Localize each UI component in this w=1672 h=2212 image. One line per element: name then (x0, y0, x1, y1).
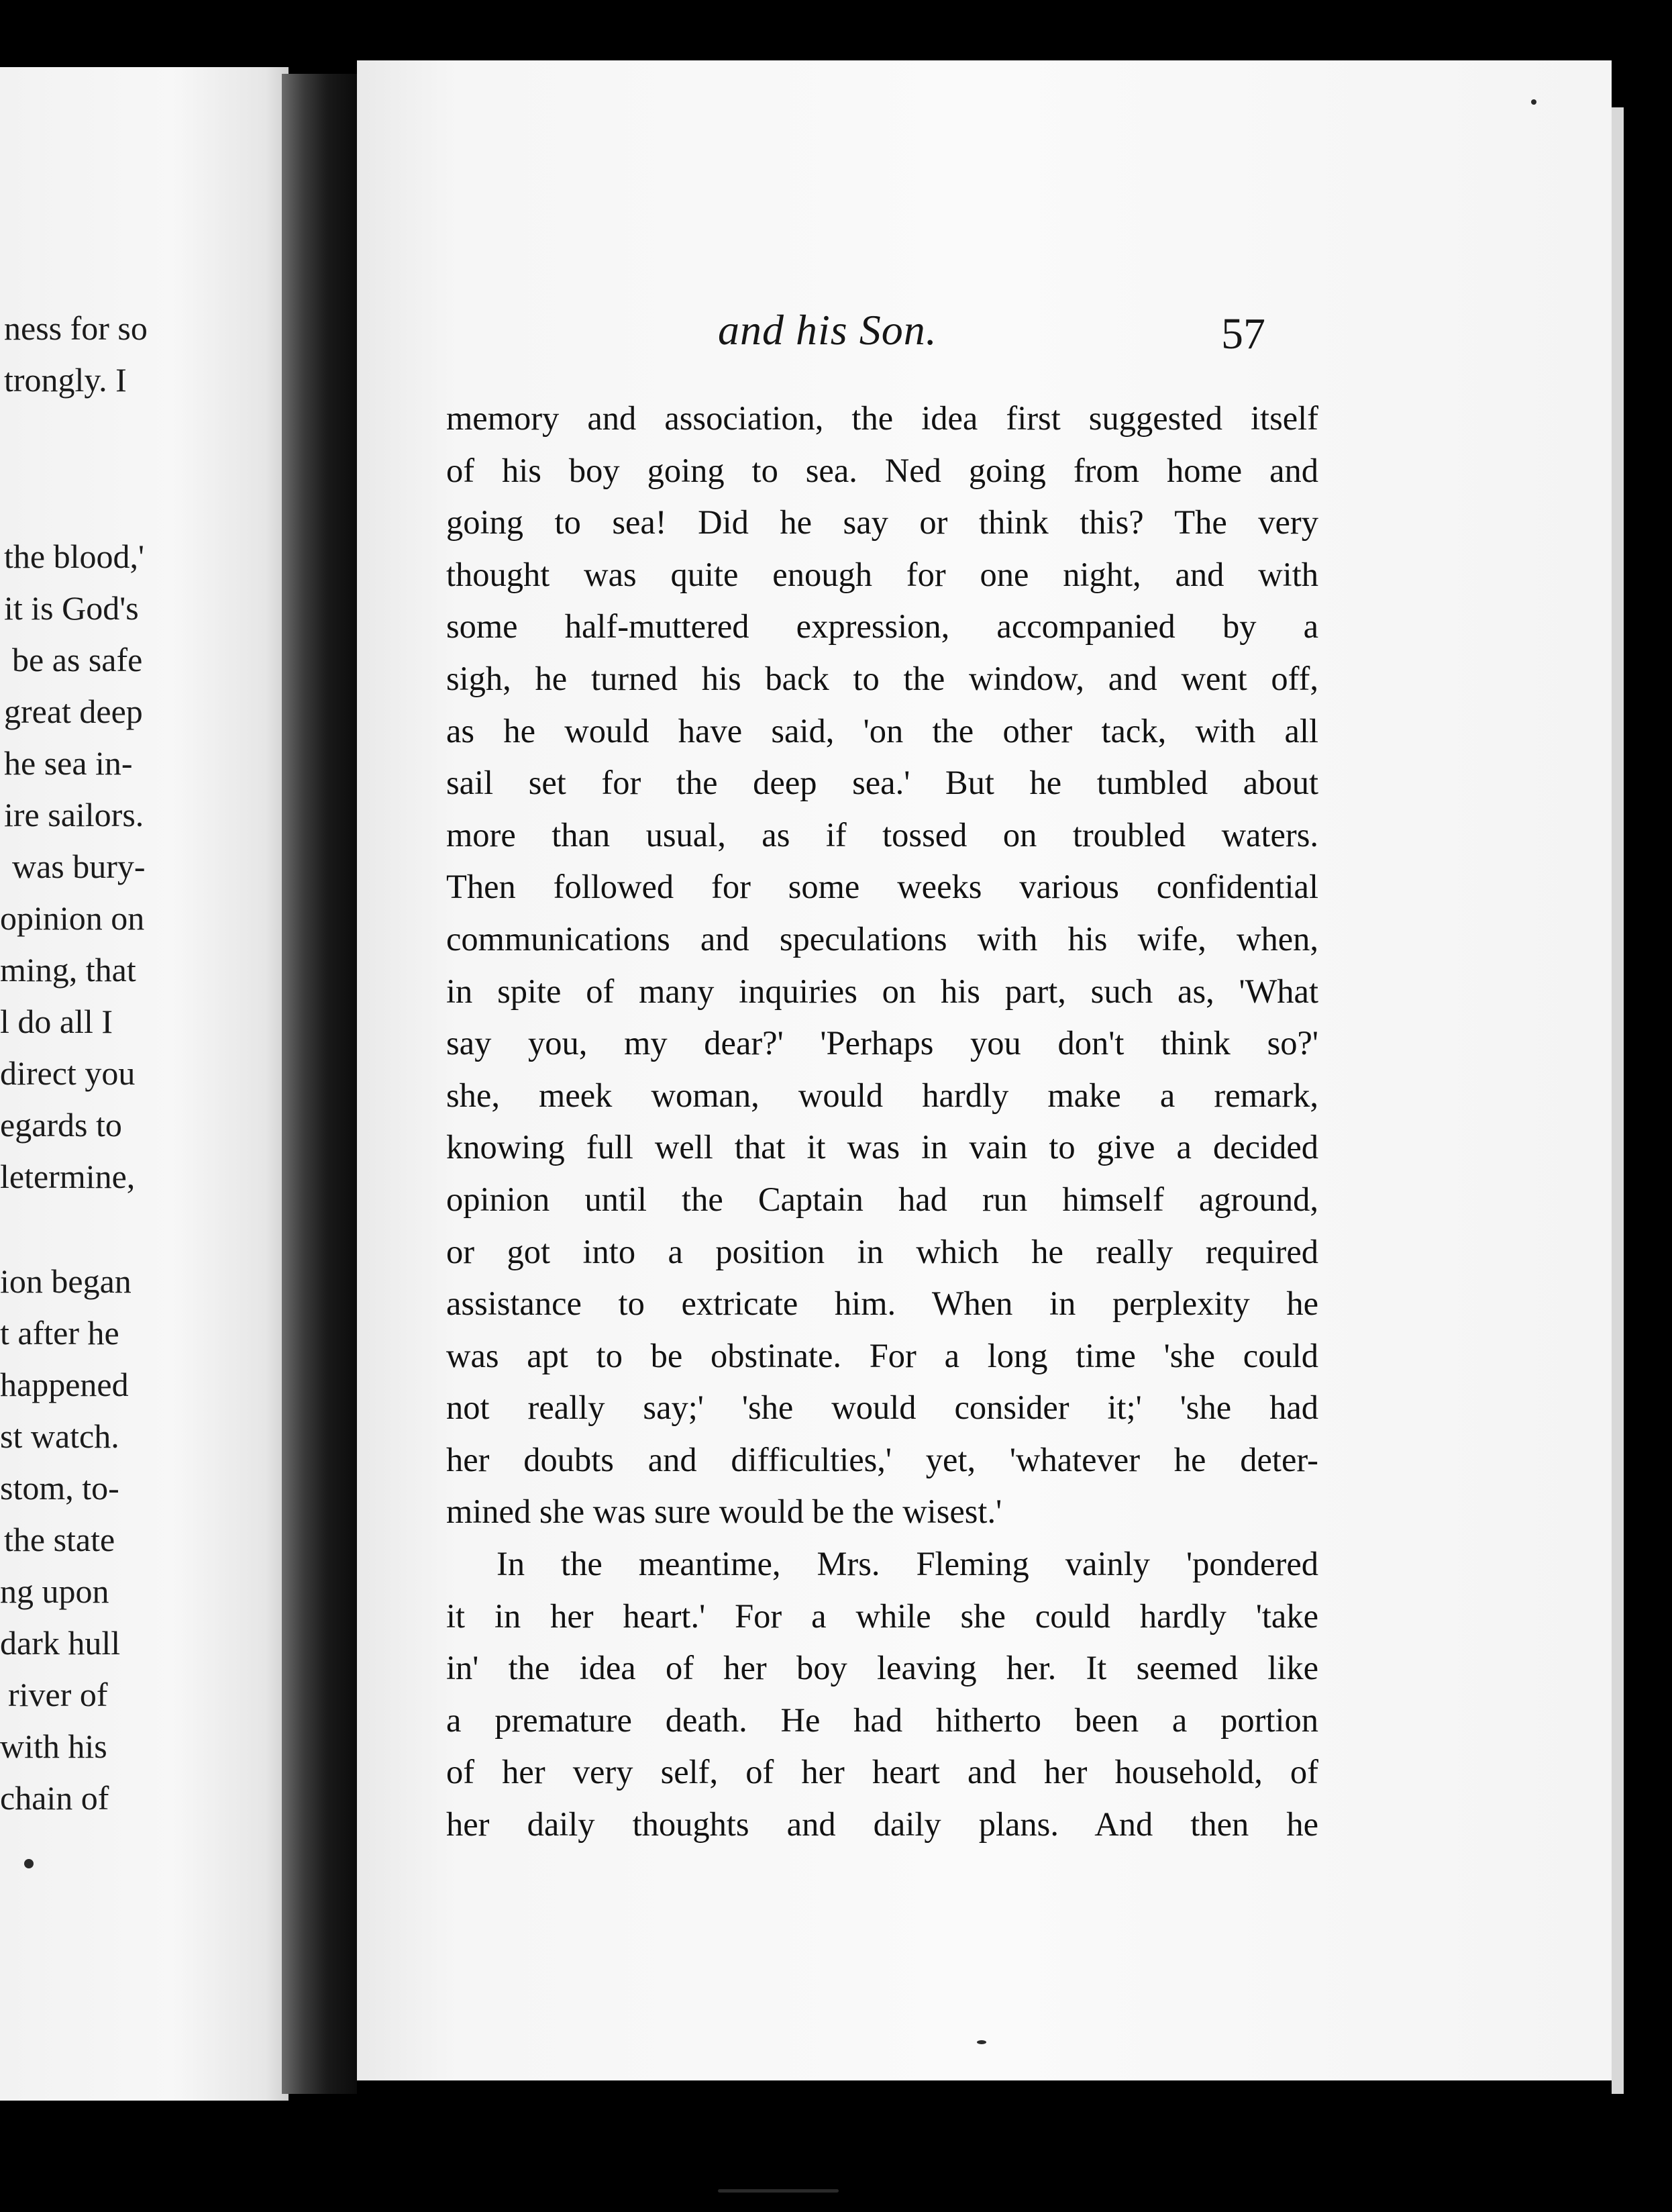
text-line: thought was quite enough for one night, and with (446, 555, 1318, 593)
page-edge-mark (718, 2189, 839, 2193)
text-line: assistance to extricate him. When in perplexity he (446, 1285, 1318, 1323)
text-line: her daily thoughts and daily plans. And then he (446, 1805, 1318, 1844)
left-fragment: direct you (0, 1054, 136, 1092)
book-gutter-shadow (282, 74, 357, 2094)
text-line: a premature death. He had hitherto been a portion (446, 1701, 1318, 1739)
text-line: or got into a position in which he really required (446, 1232, 1318, 1270)
text-line: opinion until the Captain had run himself aground, (446, 1180, 1318, 1218)
left-fragment: ming, that (0, 951, 136, 989)
paper-speck (24, 1859, 34, 1868)
text-line: sigh, he turned his back to the window, and went off, (446, 659, 1318, 697)
paragraph-start-line: In the meantime, Mrs. Fleming vainly 'pondered (497, 1545, 1318, 1583)
text-line: as he would have said, 'on the other tack, with all (446, 711, 1318, 750)
left-fragment: with his (0, 1727, 107, 1765)
left-fragment: ness for so (4, 309, 148, 347)
left-fragment: happened (0, 1366, 129, 1403)
left-fragment: he sea in- (4, 744, 133, 782)
text-line: of her very self, of her heart and her household, of (446, 1753, 1318, 1791)
text-line: it in her heart.' For a while she could hardly 'take (446, 1597, 1318, 1635)
left-fragment: opinion on (0, 899, 145, 937)
page-edge (1612, 107, 1624, 2094)
left-fragment: dark hull (0, 1624, 121, 1662)
left-fragment: river of (8, 1676, 108, 1713)
left-fragment: stom, to- (0, 1469, 119, 1507)
text-line: knowing full well that it was in vain to give a decided (446, 1128, 1318, 1166)
left-fragment: be as safe (12, 641, 143, 678)
left-fragment: ng upon (0, 1572, 109, 1610)
paper-speck (977, 2040, 986, 2044)
left-fragment: letermine, (0, 1158, 136, 1195)
text-line: some half-muttered expression, accompanied by a (446, 607, 1318, 646)
text-line: say you, my dear?' 'Perhaps you don't think so?' (446, 1024, 1318, 1062)
text-line: going to sea! Did he say or think this? The very (446, 503, 1318, 542)
left-fragment: was bury- (12, 848, 146, 885)
text-line: Then followed for some weeks various confidential (446, 868, 1318, 906)
left-fragment: ire sailors. (4, 796, 144, 834)
text-line: in spite of many inquiries on his part, such as, 'What (446, 972, 1318, 1010)
left-fragment: chain of (0, 1779, 109, 1817)
text-line: communications and speculations with his wife, when, (446, 919, 1318, 958)
left-fragment: egards to (0, 1106, 122, 1144)
body-text (446, 393, 1318, 1851)
text-line: was apt to be obstinate. For a long time 'she could (446, 1336, 1318, 1374)
left-fragment: l do all I (0, 1003, 113, 1040)
text-line: not really say;' 'she would consider it;' 'she had (446, 1389, 1318, 1427)
left-fragment: st watch. (0, 1417, 119, 1455)
running-head: and his Son. (718, 306, 937, 354)
text-line: memory and association, the idea first suggested itself (446, 399, 1318, 437)
left-fragment: the blood,' (4, 538, 144, 575)
left-fragment: great deep (4, 693, 143, 730)
text-line: sail set for the deep sea.' But he tumbled about (446, 764, 1318, 802)
left-fragment: it is God's (4, 589, 139, 627)
text-line: she, meek woman, would hardly make a remark, (446, 1076, 1318, 1114)
text-line: of his boy going to sea. Ned going from home and (446, 451, 1318, 489)
text-line: mined she was sure would be the wisest.' (446, 1493, 1002, 1531)
text-line: in' the idea of her boy leaving her. It seemed like (446, 1649, 1318, 1687)
paper-speck (1531, 99, 1536, 105)
left-fragment: the state (4, 1521, 115, 1558)
left-fragment: t after he (0, 1314, 119, 1352)
left-fragment: ion began (0, 1262, 132, 1300)
page-number: 57 (1221, 309, 1265, 358)
left-fragment: trongly. I (4, 361, 127, 399)
text-line: her doubts and difficulties,' yet, 'whatever he deter- (446, 1440, 1318, 1478)
text-line: more than usual, as if tossed on troubled waters. (446, 815, 1318, 854)
